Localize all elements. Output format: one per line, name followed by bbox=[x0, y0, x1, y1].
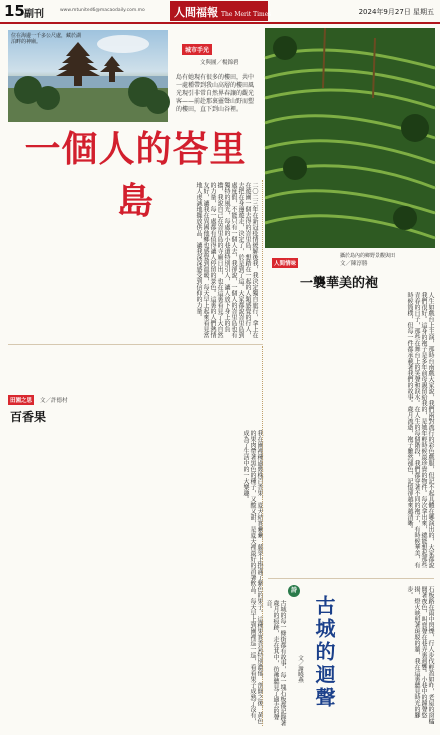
newspaper-logo bbox=[170, 1, 272, 21]
old-city-poem: 石板路在雨中閃爍，行人步伐輕盈如昨，老屋的窗櫺開著夜色，叫賣聲在巷弄裏迴響。小巷中的鐘聲悠揚，燈火映照著斑駁的牆，我在這裏聽見時光的腳步。 bbox=[406, 586, 434, 724]
section-name: 副刊 bbox=[24, 9, 44, 20]
fragrance-body-text: 我在園裡種過幾株百香果，夏天結實纍纍，藤架上掛滿了紫色的果子。這種果實香氣特別濃郁，剖開之後，黃色的果肉帶著黑色的種子，又酸又甜，是夏天裡最好的消暑飲品。每天早上到園裡巡一巡，看看果子成熟了沒有，成為了生活中的一大樂趣。 bbox=[242, 430, 263, 724]
poem-badge-icon: 詩 bbox=[288, 585, 300, 597]
issue-date: 2024年9月27日 星期五 bbox=[358, 8, 434, 16]
page-number: 15 bbox=[4, 2, 25, 20]
fragrance-kicker: 田園之思 bbox=[8, 395, 34, 405]
old-city-body: 古城的每一條街都有故事，每一塊石板都記錄著歲月的痕跡，走在其中，彷彿聽見了過去的聲音。 bbox=[265, 600, 286, 726]
terrace-caption: 攝於島內的鄉野景觀與田 bbox=[340, 253, 396, 259]
divider-2 bbox=[8, 344, 263, 345]
bali-intro: 島有她現有很多的樓田，共中一處種帶到我山高層的樓田風光現引非常自然界春讓的觀光客——前赴那裏靈聲山野而塑的樓田，直下到山谷裡。 bbox=[176, 74, 255, 113]
divider-3 bbox=[262, 346, 263, 726]
bali-body-text: 二〇二三年在新冠疫情緩解後我，我決定獨自旅行，拿上在在遊園一個去得的峇里島，想踏在一起的人類感覺的行人，去把在身邊遊走，決定了，於是到了這。大家都說峇里島到處度假，不能只有一個人去，我卻說，一個人的峇里島也有獨特的風光，每處的小巷道特別引人，讓人放下身上的負擔，我說自己在峇里島的寺廟日出，也在這裏看見了大自然的力量，每一處都有值得讓人停留的景色。這裏的人們熱情友好，讓我在異國他鄉也感覺到溫暖，每天早上起來看見當地人虔誠地擺放供品，讓我深深感受到信仰的力量。 bbox=[195, 182, 258, 338]
romance-byline: 文／陳淳勝 bbox=[340, 261, 368, 267]
temple-caption: 位在海邊一千多公尺處，藏於湖泊畔的神廟。 bbox=[11, 33, 82, 45]
rice-terrace-photo bbox=[265, 28, 435, 248]
old-city-title: 古城的迴聲 bbox=[312, 595, 336, 710]
masthead bbox=[0, 0, 440, 24]
romance-title: 一襲華美的袍 bbox=[300, 276, 379, 291]
bali-byline: 文與圖／楊錦碧 bbox=[200, 60, 239, 66]
romance-body-text: 人生如戲台上主演，那時台南戲大家說，我們兩對流行的彩色戲服，但記不起具體在哪演出的，大家都說我們很好。這身的袍子是多年前母親留給我的，是她年輕時候最珍貴的物件。每次拿出來，總能想起那些青春的日子，那些在舞台上的笑聲和淚水。在人生的每個階段，我們都穿著不同的袍子，有時候華美，有時候簡樸，但每一件都承載著我們的故事。歲月流逝，袍子雖然褪色，記憶卻越來越清晰。 bbox=[406, 292, 434, 568]
bali-headline: 一個人的峇里島 bbox=[24, 129, 247, 222]
column-tag: 城市手光 bbox=[182, 44, 212, 55]
divider-1 bbox=[262, 180, 263, 340]
divider-4 bbox=[268, 578, 434, 579]
website-url[interactable]: www.mtunited6@macaodaily.com.mo bbox=[60, 8, 145, 13]
fragrance-byline: 文／許德村 bbox=[40, 398, 68, 404]
romance-kicker: 人間情味 bbox=[272, 258, 298, 268]
logo-cn: 人間福報 bbox=[174, 6, 218, 19]
temple-photo bbox=[8, 30, 168, 122]
fragrance-title: 百香果 bbox=[10, 410, 47, 424]
logo-en: The Merit Times bbox=[221, 11, 272, 18]
old-city-byline: 文／謝曉燕 bbox=[297, 655, 303, 683]
